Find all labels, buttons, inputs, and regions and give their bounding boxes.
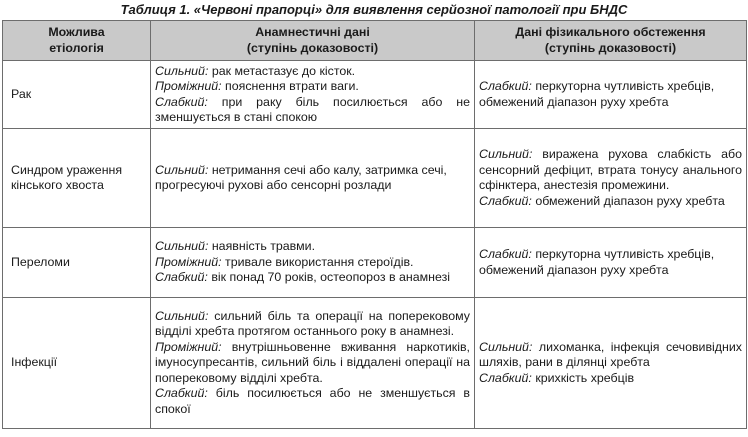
finding-text: сильний біль та операції на поперековому відділі хребта протягом останнього року в анамнезі. xyxy=(155,308,470,339)
evidence-level: Слабкий: xyxy=(479,79,532,93)
table-row xyxy=(3,228,747,298)
history-cell xyxy=(151,129,475,228)
evidence-level: Слабкий: xyxy=(479,370,532,385)
header-etiology-line1: Можлива xyxy=(48,25,105,39)
history-cell xyxy=(151,61,475,129)
header-history-line1: Анамнестичні дані xyxy=(255,25,370,39)
evidence-level: Сильний: xyxy=(479,339,533,354)
etiology-cell: Синдром ураження кінського хвоста xyxy=(3,129,151,228)
header-exam-line1: Дані фізикального обстеження xyxy=(515,25,706,39)
finding-text: тривале використання стероїдів. xyxy=(221,254,414,269)
etiology-cell: Переломи xyxy=(3,228,151,298)
exam-cell xyxy=(475,228,747,298)
evidence-level: Сильний: xyxy=(155,63,209,78)
evidence-level: Сильний: xyxy=(155,239,209,254)
evidence-level: Проміжний: xyxy=(155,79,222,93)
header-exam-line2: (ступінь доказовості) xyxy=(544,40,677,55)
finding-text: лихоманка, інфекція сечовивідних шляхів, рани в ділянці хребта xyxy=(479,339,742,370)
table-row xyxy=(3,129,747,228)
finding-text: обмежений діапазон руху хребта xyxy=(531,193,725,208)
evidence-level: Сильний: xyxy=(155,308,209,323)
table-row xyxy=(3,298,747,429)
table-caption: Таблиця 1. «Червоні прапорці» для виявлення серйозної патології при БНДС xyxy=(120,2,628,17)
evidence-level: Слабкий: xyxy=(155,94,208,109)
evidence-level: Слабкий: xyxy=(479,247,532,261)
red-flags-table xyxy=(2,20,747,429)
exam-cell xyxy=(475,129,747,228)
finding-text: виражена рухова слабкість або сенсорний дефіцит, втрата тонусу анального сфінктера, анестезія промежини. xyxy=(479,147,742,192)
header-etiology xyxy=(3,21,151,61)
finding-text: нетримання сечі або калу, затримка сечі, прогресуючі рухові або сенсорні розлади xyxy=(155,162,447,192)
evidence-level: Проміжний: xyxy=(155,339,222,354)
header-history xyxy=(151,21,475,61)
etiology-cell: Рак xyxy=(3,61,151,129)
finding-text: крихкість хребців xyxy=(531,370,635,385)
header-exam xyxy=(475,21,747,61)
evidence-level: Слабкий: xyxy=(155,270,208,285)
history-cell xyxy=(151,298,475,429)
finding-text: внутрішньовенне вживання наркотиків, імуносупресантів, сильний біль і віддалені операції на поперековому відділі хребта. xyxy=(155,339,470,385)
finding-text: вік понад 70 років, остеопороз в анамнезі xyxy=(207,270,451,285)
finding-text: наявність травми. xyxy=(208,239,316,254)
evidence-level: Сильний: xyxy=(479,147,533,161)
finding-text: пояснення втрати ваги. xyxy=(221,79,359,93)
evidence-level: Слабкий: xyxy=(479,193,532,208)
finding-text: перкуторна чутливість хребців, обмежений діапазон руху хребта xyxy=(479,79,715,109)
history-cell xyxy=(151,228,475,298)
evidence-level: Сильний: xyxy=(155,162,209,177)
finding-text: перкуторна чутливість хребців, обмежений діапазон руху хребта xyxy=(479,247,715,277)
exam-cell xyxy=(475,61,747,129)
header-etiology-line2: етіологія xyxy=(49,40,104,55)
header-row xyxy=(3,21,747,61)
evidence-level: Проміжний: xyxy=(155,254,222,269)
etiology-cell: Інфекції xyxy=(3,298,151,429)
finding-text: біль посилюється або не зменшується в спокої xyxy=(155,386,470,416)
finding-text: при раку біль посилюється або не зменшується в стані спокою xyxy=(155,94,470,124)
evidence-level: Слабкий: xyxy=(155,386,208,401)
header-history-line2: (ступінь доказовості) xyxy=(246,40,379,55)
table-row xyxy=(3,61,747,129)
exam-cell xyxy=(475,298,747,429)
finding-text: рак метастазує до кісток. xyxy=(208,63,356,78)
